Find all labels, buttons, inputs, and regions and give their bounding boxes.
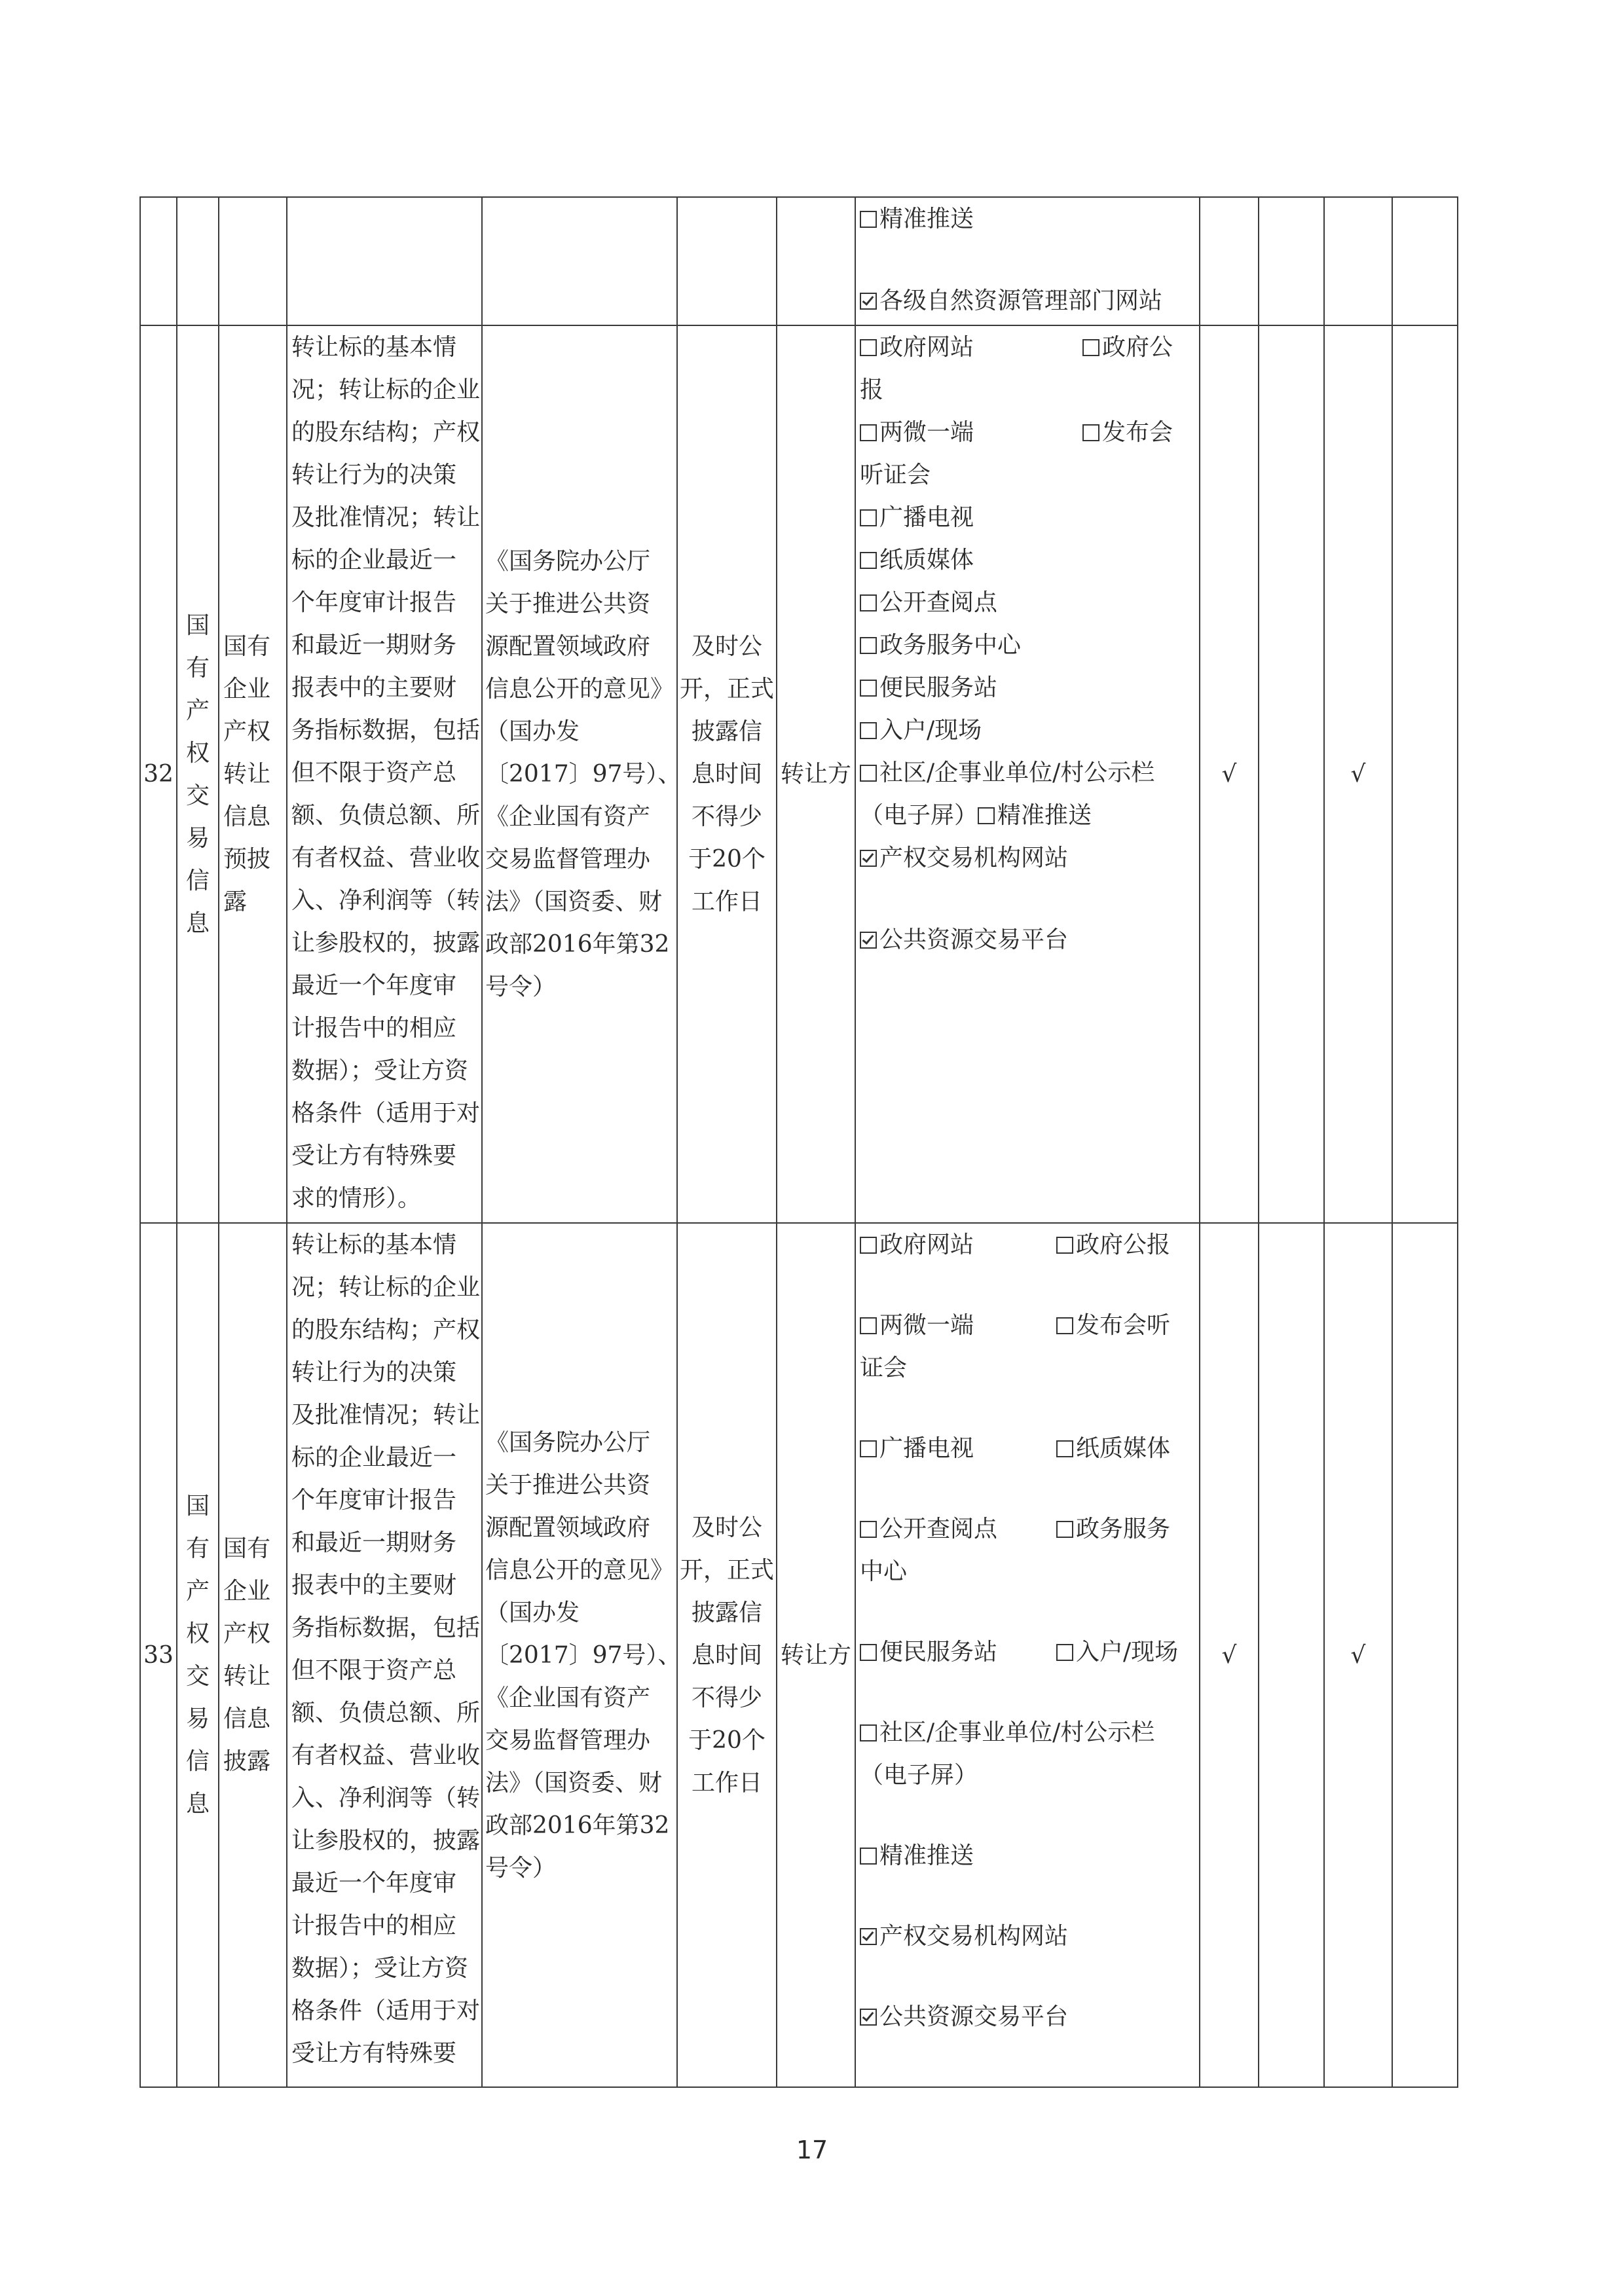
channel-option xyxy=(1056,1224,1170,1266)
channel-option xyxy=(860,674,997,701)
text-line: 交 xyxy=(185,1663,210,1690)
text-line: 于20个 xyxy=(688,1726,766,1754)
channel-label: 入户/现场 xyxy=(1076,1639,1179,1666)
channel-option xyxy=(978,802,1092,829)
text-line: 交 xyxy=(185,782,210,809)
checkbox-icon xyxy=(860,1848,877,1865)
text-line: 计报告中的相应 xyxy=(291,1912,457,1939)
checkbox-icon xyxy=(860,594,877,611)
checkbox-icon xyxy=(860,765,877,782)
channel-label: 两微一端 xyxy=(879,419,974,446)
channel-label: 政府网站 xyxy=(879,1231,974,1258)
channel-option xyxy=(860,547,974,574)
text-line: 不得少 xyxy=(691,1684,762,1711)
text-line: 《企业国有资产 xyxy=(485,803,651,830)
channel-option xyxy=(860,1639,997,1666)
channel-option xyxy=(1056,1427,1170,1470)
checkbox-icon xyxy=(978,807,995,824)
text-line: 《企业国有资产 xyxy=(485,1684,651,1711)
channel-line xyxy=(860,1995,1195,2038)
checkbox-icon xyxy=(860,509,877,526)
cell-check-b xyxy=(1324,197,1392,325)
checkbox-icon xyxy=(1056,1237,1073,1254)
channel-option xyxy=(860,334,974,361)
legal-basis-cell xyxy=(482,325,682,1223)
text-line: 计报告中的相应 xyxy=(291,1015,457,1042)
text-line: 信息 xyxy=(223,1705,271,1732)
channel-label: 精准推送 xyxy=(879,1842,974,1869)
text-line: 标的企业最近一 xyxy=(291,547,457,574)
text-line: 〔2017〕97号）、 xyxy=(485,1641,682,1669)
text-line: 工作日 xyxy=(691,1769,762,1796)
text-line: 权 xyxy=(185,739,210,767)
disclosure-time-cell xyxy=(677,325,777,1223)
text-line: 号令） xyxy=(485,974,557,1000)
disclosure-content-cell xyxy=(287,325,482,1223)
text-line: 易 xyxy=(185,824,210,852)
channel-continuation-text: （电子屏） xyxy=(860,1762,978,1789)
text-line: 露 xyxy=(223,888,248,915)
channel-line xyxy=(860,624,1195,666)
item-name-cell xyxy=(219,1223,287,2087)
channel-line xyxy=(860,1711,1195,1754)
channel-line xyxy=(860,581,1195,624)
check-mark: √ xyxy=(1200,1223,1259,2087)
text-line: 有 xyxy=(185,1535,210,1562)
channel-continuation-text: 中心 xyxy=(860,1558,908,1585)
channel-label: 公共资源交易平台 xyxy=(879,926,1069,953)
channel-line xyxy=(860,1631,1195,1673)
text-line: 关于推进公共资 xyxy=(485,1471,651,1499)
cell-blank xyxy=(1259,325,1324,1223)
text-line: 况；转让标的企业 xyxy=(291,1274,481,1301)
checked-box-icon xyxy=(860,850,877,867)
text-line: 及批准情况；转让 xyxy=(291,1402,481,1429)
text-line: 开，正式 xyxy=(679,676,774,702)
text-line: 和最近一期财务 xyxy=(291,632,457,659)
channel-label: 广播电视 xyxy=(879,1435,974,1462)
text-line: 息 xyxy=(185,1791,210,1817)
text-line: 源配置领域政府 xyxy=(485,1514,651,1541)
channel-label: 政务服务中心 xyxy=(879,632,1022,659)
text-line: 信 xyxy=(185,1748,210,1775)
channel-label: 政府网站 xyxy=(879,334,974,361)
text-line: 转让行为的决策 xyxy=(291,1359,457,1386)
channel-line xyxy=(860,752,1195,794)
channel-option xyxy=(860,1516,997,1542)
checkbox-icon xyxy=(1056,1317,1073,1334)
category-cell xyxy=(177,1223,219,2087)
legal-basis-cell xyxy=(482,1223,682,2087)
text-line: 有 xyxy=(185,654,210,682)
disclosure-content-cell xyxy=(287,1223,482,2087)
channel-label: 便民服务站 xyxy=(879,1639,998,1666)
channel-line xyxy=(860,1508,1195,1550)
cell-subject xyxy=(777,197,855,325)
text-line: 及时公 xyxy=(691,633,762,660)
text-line: 况；转让标的企业 xyxy=(291,376,481,403)
text-line: 有者权益、营业收 xyxy=(291,845,481,871)
channel-label: 发布会听 xyxy=(1076,1312,1171,1339)
text-line: 报表中的主要财 xyxy=(291,674,457,701)
text-line: 开，正式 xyxy=(679,1556,774,1584)
channel-label: 两微一端 xyxy=(879,1312,974,1339)
text-line: 〔2017〕97号）、 xyxy=(485,761,682,788)
text-line: 权 xyxy=(185,1620,210,1647)
text-line: 额、负债总额、所 xyxy=(291,802,481,829)
text-line: 信 xyxy=(185,867,210,894)
text-line: 不得少 xyxy=(691,803,762,830)
channel-line xyxy=(860,1550,1195,1593)
channel-line xyxy=(860,1224,1195,1266)
channel-line xyxy=(860,1304,1195,1347)
cell-blank xyxy=(1392,1223,1458,2087)
channel-label: 发布会 xyxy=(1102,419,1173,446)
channel-option xyxy=(860,2003,1068,2030)
text-line: 预披 xyxy=(223,846,271,873)
channel-label: 社区/企事业单位/村公示栏 xyxy=(879,759,1155,786)
text-line: 但不限于资产总 xyxy=(291,759,457,786)
channel-line xyxy=(860,919,1195,961)
checkbox-icon xyxy=(1082,339,1099,356)
cell-time xyxy=(677,197,777,325)
checkbox-icon xyxy=(1056,1440,1073,1457)
text-line: 务指标数据，包括 xyxy=(291,717,481,744)
channel-continuation-text: 报 xyxy=(860,376,884,403)
text-line: 源配置领域政府 xyxy=(485,633,651,660)
channel-option xyxy=(860,632,1021,659)
channel-label: 入户/现场 xyxy=(879,717,982,744)
channel-label: 纸质媒体 xyxy=(879,547,974,574)
checkbox-icon xyxy=(860,722,877,739)
text-line: 息 xyxy=(185,909,210,937)
checkbox-icon xyxy=(860,424,877,441)
channel-option xyxy=(860,1312,974,1339)
text-line: 产 xyxy=(185,697,210,724)
text-line: 产 xyxy=(185,1578,210,1605)
checkbox-icon xyxy=(860,1724,877,1741)
text-line: 入、净利润等（转 xyxy=(291,1785,481,1812)
channel-option xyxy=(1056,1631,1178,1673)
channel-label: 纸质媒体 xyxy=(1076,1435,1171,1462)
checked-box-icon xyxy=(860,293,877,310)
text-line: 关于推进公共资 xyxy=(485,591,651,617)
table-row-continued xyxy=(140,197,1458,325)
disclosure-table xyxy=(139,196,1458,2088)
channel-line xyxy=(860,709,1195,752)
channel-continuation-text: 听证会 xyxy=(860,462,931,488)
text-line: 让参股权的，披露 xyxy=(291,1827,481,1854)
text-line: 转让 xyxy=(223,761,271,788)
text-line: 息时间 xyxy=(691,1641,762,1669)
channel-line xyxy=(860,454,1195,496)
channel-continuation-text: （电子屏） xyxy=(860,802,978,829)
check-mark: √ xyxy=(1200,325,1259,1223)
text-line: 的股东结构；产权 xyxy=(291,419,481,446)
text-line: 《国务院办公厅 xyxy=(485,1429,651,1456)
cell-number xyxy=(140,197,177,325)
checkbox-icon xyxy=(860,1317,877,1334)
text-line: （国办发 xyxy=(485,1599,580,1626)
channel-option xyxy=(1082,326,1173,369)
channel-option xyxy=(860,845,1068,871)
text-line: 有者权益、营业收 xyxy=(291,1742,481,1769)
table-row-32 xyxy=(140,325,1458,1223)
channel-line xyxy=(860,411,1195,454)
channel-line xyxy=(860,794,1195,837)
channel-label: 精准推送 xyxy=(997,802,1092,829)
channel-line xyxy=(860,539,1195,581)
text-line: 最近一个年度审 xyxy=(291,972,457,999)
channel-option xyxy=(1056,1508,1170,1550)
checkbox-icon xyxy=(860,339,877,356)
text-line: 政部2016年第32 xyxy=(485,931,670,958)
text-line: 受让方有特殊要 xyxy=(291,1142,457,1169)
text-line: 信息 xyxy=(223,803,271,830)
checkbox-icon xyxy=(860,1440,877,1457)
checkbox-icon xyxy=(860,552,877,569)
channel-line xyxy=(860,666,1195,709)
channel-line xyxy=(860,1427,1195,1470)
channel-option xyxy=(860,198,1195,240)
text-line: 易 xyxy=(185,1705,210,1732)
channel-label: 公开查阅点 xyxy=(879,1516,998,1542)
channel-option xyxy=(860,1719,1154,1746)
channel-label: 公开查阅点 xyxy=(879,589,998,616)
text-line: 披露信 xyxy=(691,718,762,745)
cell-channels xyxy=(855,197,1200,325)
item-number: 33 xyxy=(140,1223,177,2087)
checkbox-icon xyxy=(1082,424,1099,441)
check-mark: √ xyxy=(1324,1223,1392,2087)
channel-line xyxy=(860,326,1195,369)
text-line: 国 xyxy=(185,611,210,639)
item-number: 32 xyxy=(140,325,177,1223)
channel-label: 政府公 xyxy=(1102,334,1173,361)
channel-label: 产权交易机构网站 xyxy=(879,1923,1069,1950)
text-line: 法》（国资委、财 xyxy=(485,888,663,915)
text-line: 转让标的基本情 xyxy=(291,1231,457,1258)
text-line: 息时间 xyxy=(691,761,762,788)
channels-cell xyxy=(855,325,1200,1223)
text-line: 披露 xyxy=(223,1748,271,1775)
channel-line xyxy=(860,1754,1195,1796)
check-mark: √ xyxy=(1324,325,1392,1223)
category-cell xyxy=(177,325,219,1223)
cell-blank xyxy=(1259,197,1324,325)
text-line: 格条件（适用于对 xyxy=(291,1997,481,2024)
text-line: 转让 xyxy=(223,1663,271,1690)
text-line: 入、净利润等（转 xyxy=(291,887,481,914)
channel-option xyxy=(860,419,974,446)
text-line: 额、负债总额、所 xyxy=(291,1700,481,1726)
checked-box-icon xyxy=(860,932,877,949)
checkbox-icon xyxy=(1056,1644,1073,1661)
channel-label: 便民服务站 xyxy=(879,674,998,701)
cell-content xyxy=(287,197,482,325)
channel-label: 社区/企事业单位/村公示栏 xyxy=(879,1719,1155,1746)
channel-line xyxy=(860,1347,1195,1389)
text-line: 于20个 xyxy=(688,846,766,873)
disclosure-subject: 转让方 xyxy=(777,325,855,1223)
text-line: 信息公开的意见》 xyxy=(485,676,674,702)
channel-line xyxy=(860,1915,1195,1958)
item-name-cell xyxy=(219,325,287,1223)
text-line: 转让行为的决策 xyxy=(291,462,457,488)
channels-cell xyxy=(855,1223,1200,2087)
channel-label: 政务服务 xyxy=(1076,1516,1171,1542)
checked-box-icon xyxy=(860,2009,877,2026)
text-line: 信息公开的意见》 xyxy=(485,1556,674,1584)
text-line: 交易监督管理办 xyxy=(485,846,651,873)
channel-option xyxy=(860,589,997,616)
text-line: 法》（国资委、财 xyxy=(485,1769,663,1796)
text-line: 转让标的基本情 xyxy=(291,334,457,361)
checkbox-icon xyxy=(860,211,877,228)
cell-basis xyxy=(482,197,677,325)
channel-line xyxy=(860,1834,1195,1877)
text-line: 产权 xyxy=(223,718,271,745)
channel-option xyxy=(860,504,974,531)
text-line: 让参股权的，披露 xyxy=(291,930,481,957)
text-line: 格条件（适用于对 xyxy=(291,1100,481,1127)
channel-option xyxy=(860,1435,974,1462)
text-line: 个年度审计报告 xyxy=(291,1487,457,1514)
channel-option xyxy=(860,926,1068,953)
text-line: （国办发 xyxy=(485,718,580,745)
table-row-33 xyxy=(140,1223,1458,2087)
cell-blank xyxy=(1392,197,1458,325)
channel-label: 精准推送 xyxy=(879,206,974,232)
cell-blank xyxy=(1392,325,1458,1223)
channel-continuation-text: 证会 xyxy=(860,1355,908,1381)
text-line: 国有 xyxy=(223,633,271,660)
text-line: 个年度审计报告 xyxy=(291,589,457,616)
channel-option xyxy=(860,1923,1068,1950)
text-line: 标的企业最近一 xyxy=(291,1444,457,1471)
text-line: 和最近一期财务 xyxy=(291,1529,457,1556)
channel-option xyxy=(1056,1304,1170,1347)
channel-option xyxy=(860,717,982,744)
checkbox-icon xyxy=(860,1644,877,1661)
channel-option xyxy=(860,1842,974,1869)
text-line: 政部2016年第32 xyxy=(485,1812,670,1839)
channel-label: 政府公报 xyxy=(1076,1231,1171,1258)
channel-line xyxy=(860,837,1195,879)
text-line: 企业 xyxy=(223,1578,271,1605)
text-line: 报表中的主要财 xyxy=(291,1572,457,1599)
channel-line xyxy=(860,496,1195,539)
text-line: 国有 xyxy=(223,1535,271,1562)
cell-category xyxy=(177,197,219,325)
text-line: 号令） xyxy=(485,1854,557,1882)
channel-line xyxy=(860,369,1195,411)
text-line: 及时公 xyxy=(691,1514,762,1541)
text-line: 最近一个年度审 xyxy=(291,1870,457,1897)
text-line: 的股东结构；产权 xyxy=(291,1317,481,1343)
checked-box-icon xyxy=(860,1928,877,1945)
text-line: 工作日 xyxy=(691,888,762,915)
checkbox-icon xyxy=(860,1237,877,1254)
cell-item xyxy=(219,197,287,325)
disclosure-subject: 转让方 xyxy=(777,1223,855,2087)
checkbox-icon xyxy=(1056,1521,1073,1538)
channel-label: 各级自然资源管理部门网站 xyxy=(879,287,1163,314)
text-line: 企业 xyxy=(223,676,271,702)
text-line: 求的情形）。 xyxy=(291,1185,422,1212)
channel-label: 产权交易机构网站 xyxy=(879,845,1069,871)
disclosure-time-cell xyxy=(677,1223,777,2087)
text-line: 数据）；受让方资 xyxy=(291,1955,469,1982)
checkbox-icon xyxy=(860,1521,877,1538)
text-line: 但不限于资产总 xyxy=(291,1657,457,1684)
text-line: 国 xyxy=(185,1493,210,1520)
checkbox-icon xyxy=(860,680,877,697)
text-line: 务指标数据，包括 xyxy=(291,1614,481,1641)
channel-option xyxy=(860,1231,974,1258)
text-line: 及批准情况；转让 xyxy=(291,504,481,531)
channel-option xyxy=(860,759,1154,786)
cell-check-a xyxy=(1200,197,1259,325)
text-line: 产权 xyxy=(223,1620,271,1647)
channel-option xyxy=(860,280,1195,322)
channel-label: 广播电视 xyxy=(879,504,974,531)
page-number: 17 xyxy=(796,2136,828,2164)
text-line: 数据）；受让方资 xyxy=(291,1057,469,1084)
text-line: 交易监督管理办 xyxy=(485,1726,651,1754)
text-line: 受让方有特殊要 xyxy=(291,2040,457,2067)
checkbox-icon xyxy=(860,637,877,654)
cell-blank xyxy=(1259,1223,1324,2087)
text-line: 《国务院办公厅 xyxy=(485,548,651,575)
text-line: 披露信 xyxy=(691,1599,762,1626)
channel-option xyxy=(1082,411,1173,454)
channel-label: 公共资源交易平台 xyxy=(879,2003,1069,2030)
